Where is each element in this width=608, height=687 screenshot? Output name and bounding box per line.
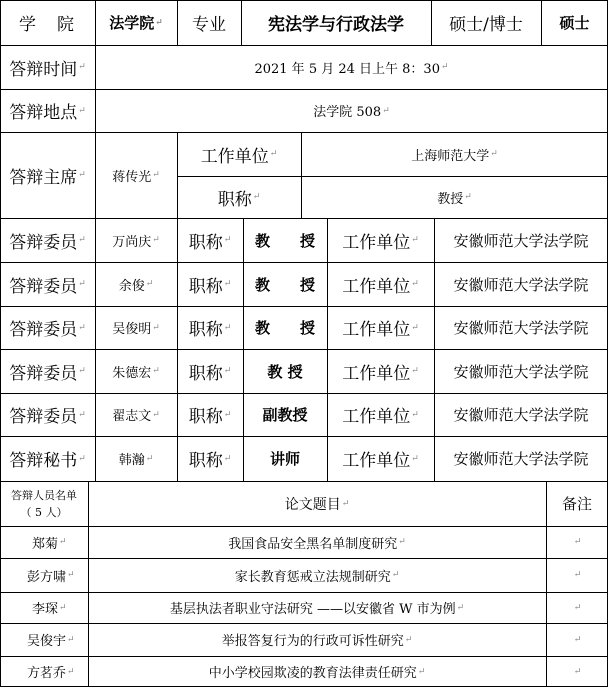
member-unit: 安徽师范大学法学院 xyxy=(453,275,589,294)
candidate-name: 郑菊 ↵ xyxy=(32,536,67,552)
candidate-name: 李琛 ↵ xyxy=(32,602,67,617)
member-title-label: 职称 ↵ xyxy=(188,451,232,471)
chair-label: 答辩主席 ↵ xyxy=(9,167,86,188)
defense-place-label: 答辩地点 ↵ xyxy=(9,103,86,123)
thesis-topic: 家长教育惩戒立法规制研究 ↵ xyxy=(234,569,400,585)
member-name: 余俊 ↵ xyxy=(118,278,154,294)
member-unit: 安徽师范大学法学院 xyxy=(453,450,589,468)
thesis-remark: ↵ xyxy=(573,537,582,547)
major-label: 专业 xyxy=(192,15,226,35)
member-unit: 安徽师范大学法学院 xyxy=(453,406,589,424)
thesis-topic: 举报答复行为的行政可诉性研究 ↵ xyxy=(221,634,413,649)
candidate-name: 方茗乔 ↵ xyxy=(27,666,75,681)
member-unit: 安徽师范大学法学院 xyxy=(453,319,589,337)
member-name: 吴俊明 ↵ xyxy=(112,322,160,337)
defense-time-value: 2021 年 5 月 24 日上午 8：30 ↵ xyxy=(254,61,449,77)
college-label: 学 院 xyxy=(19,15,76,35)
member-unit-label: 工作单位 ↵ xyxy=(342,276,419,297)
thesis-topic-header: 论文题目 ↵ xyxy=(284,496,350,513)
chair-title: 教授 ↵ xyxy=(437,191,472,207)
major-value: 宪法学与行政法学 xyxy=(268,15,404,35)
thesis-topic: 基层执法者职业守法研究 ——以安徽省 W 市为例 ↵ xyxy=(169,602,465,617)
member-role: 答辩委员 ↵ xyxy=(9,320,86,340)
member-unit: 安徽师范大学法学院 xyxy=(453,362,589,381)
member-unit-label: 工作单位 ↵ xyxy=(342,407,419,427)
member-title: 讲师 xyxy=(269,450,300,468)
thesis-topic: 中小学校园欺凌的教育法律责任研究 ↵ xyxy=(208,666,426,681)
thesis-remark: ↵ xyxy=(573,634,582,645)
member-title-label: 职称 ↵ xyxy=(188,276,232,297)
member-role: 答辩委员 ↵ xyxy=(9,232,86,253)
member-title: 教 授 xyxy=(267,362,303,381)
defense-time-label: 答辩时间 ↵ xyxy=(9,59,86,80)
member-title: 教 授 xyxy=(254,231,315,250)
chair-work-unit: 上海师范大学 ↵ xyxy=(411,148,498,164)
candidate-name: 吴俊宇 ↵ xyxy=(27,634,75,649)
thesis-remark: ↵ xyxy=(573,602,582,613)
member-name: 万尚庆 ↵ xyxy=(112,234,160,250)
chair-name: 蒋传光 ↵ xyxy=(112,169,160,185)
member-title-label: 职称 ↵ xyxy=(188,320,232,340)
degree-label: 硕士/博士 xyxy=(449,15,523,35)
member-role: 答辩委员 ↵ xyxy=(9,276,86,297)
member-unit-label: 工作单位 ↵ xyxy=(342,320,419,340)
member-role: 答辩委员 ↵ xyxy=(9,407,86,427)
member-role: 答辩委员 ↵ xyxy=(9,363,86,384)
member-unit: 安徽师范大学法学院 xyxy=(453,231,589,250)
member-unit-label: 工作单位 ↵ xyxy=(342,232,419,253)
degree-value: 硕士 xyxy=(559,14,590,32)
thesis-topic: 我国食品安全黑名单制度研究 ↵ xyxy=(228,536,406,552)
member-title-label: 职称 ↵ xyxy=(188,363,232,384)
college-value: 法学院 ↵ xyxy=(109,14,163,32)
member-unit-label: 工作单位 ↵ xyxy=(342,363,419,384)
member-name: 韩瀚 ↵ xyxy=(118,453,154,468)
candidates-label: 答辩人员名单 （ 5 人） xyxy=(11,488,77,519)
member-role: 答辩秘书 ↵ xyxy=(9,451,86,471)
member-name: 翟志文 ↵ xyxy=(112,409,160,424)
member-title: 教 授 xyxy=(254,275,315,294)
thesis-remark: ↵ xyxy=(573,570,582,580)
chair-work-unit-label: 工作单位 ↵ xyxy=(200,146,278,167)
member-unit-label: 工作单位 ↵ xyxy=(342,451,419,471)
chair-title-label: 职称 ↵ xyxy=(217,189,261,210)
member-title-label: 职称 ↵ xyxy=(188,232,232,253)
member-name: 朱德宏 ↵ xyxy=(112,365,160,381)
defense-place-value: 法学院 508 ↵ xyxy=(313,105,390,120)
member-title: 副教授 xyxy=(262,406,308,424)
thesis-remark: ↵ xyxy=(573,666,582,677)
candidate-name: 彭方啸 ↵ xyxy=(27,569,75,585)
member-title-label: 职称 ↵ xyxy=(188,407,232,427)
member-title: 教 授 xyxy=(254,319,315,337)
remark-header: 备注 xyxy=(561,495,592,513)
